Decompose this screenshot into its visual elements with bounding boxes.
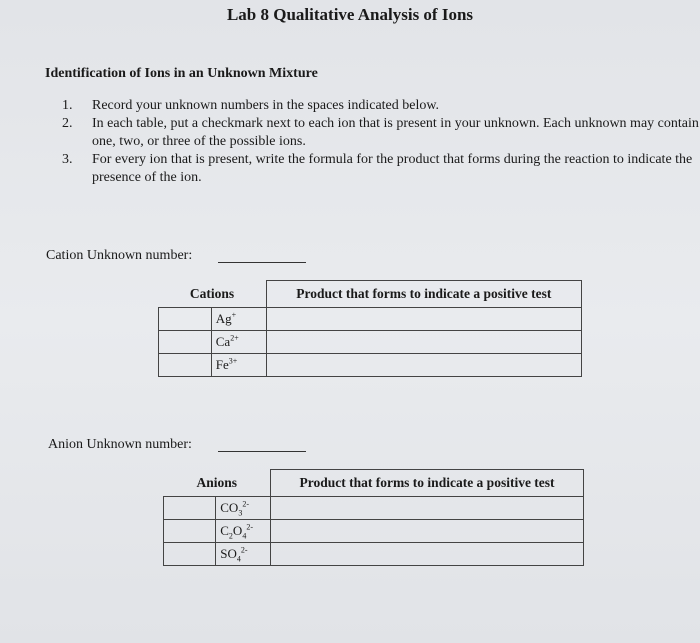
instructions-list [62,97,700,187]
cation-product-cell[interactable] [266,308,581,331]
anion-ion-cell: $C_2O_4^{2-}$ [216,520,271,543]
anion-product-cell[interactable] [271,543,584,566]
anion-table [163,469,584,566]
cation-check-cell[interactable] [159,331,212,354]
instruction-number: 3. [62,152,73,167]
anion-check-cell[interactable] [164,497,216,520]
cation-check-cell[interactable] [159,354,212,377]
cation-check-cell[interactable] [159,308,212,331]
page-title: Lab 8 Qualitative Analysis of Ions [226,5,474,24]
table-header-row [164,470,584,497]
cation-ion-cell: Ag+ [211,308,266,331]
instruction-text: For every ion that is present, write the formula for the product that forms during the reaction to indicate the presence of the ion. [92,152,693,185]
anions-header: Anions [164,470,271,497]
anion-ion-cell: $SO_4^{2-}$ [216,543,271,566]
anion-product-cell[interactable] [271,520,584,543]
anion-unknown-blank[interactable] [218,451,306,452]
instruction-number: 2. [62,116,73,131]
cation-table [158,280,582,377]
table-row [164,497,584,520]
table-row [159,308,582,331]
cation-unknown-label: Cation Unknown number: [46,248,193,263]
instruction-text: Record your unknown numbers in the spaces indicated below. [92,98,440,113]
anion-check-cell[interactable] [164,543,216,566]
product-header: Product that forms to indicate a positive test [271,470,584,497]
instruction-item [62,151,700,187]
cation-unknown-blank[interactable] [218,262,306,263]
instruction-item [62,115,700,151]
anion-product-cell[interactable] [271,497,584,520]
cations-header: Cations [159,281,267,308]
instruction-item [62,97,700,115]
anion-check-cell[interactable] [164,520,216,543]
cation-ion-cell: $Ca^{2+}$ [211,331,266,354]
table-row [159,331,582,354]
product-header: Product that forms to indicate a positive test [266,281,581,308]
cation-product-cell[interactable] [266,331,581,354]
section-heading: Identification of Ions in an Unknown Mixture [45,66,318,81]
instruction-number: 1. [62,98,73,113]
cation-ion-cell: $Fe^{3+}$ [211,354,266,377]
table-row [164,543,584,566]
anion-unknown-label: Anion Unknown number: [48,437,192,452]
table-row [164,520,584,543]
table-header-row [159,281,582,308]
table-row [159,354,582,377]
instruction-text: In each table, put a checkmark next to each ion that is present in your unknown. Each unknown may contain one, two, or three of the possible ions. [92,116,699,149]
cation-product-cell[interactable] [266,354,581,377]
anion-ion-cell: $CO_3^{2-}$ [216,497,271,520]
